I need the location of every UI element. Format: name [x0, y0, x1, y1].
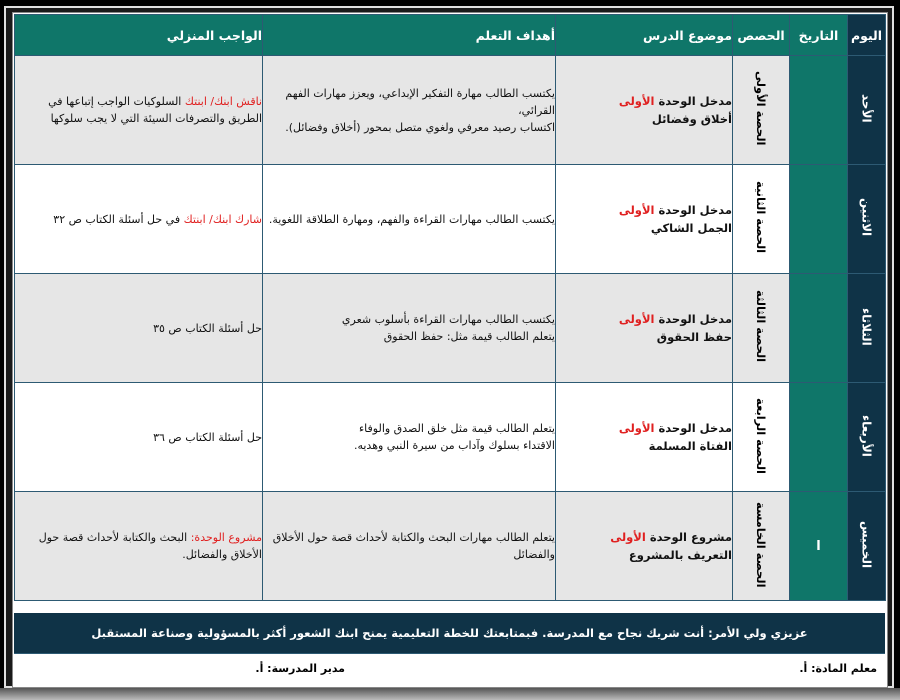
table-row [15, 492, 886, 601]
teacher-signature-label: معلم المادة: أ. [799, 662, 877, 675]
period-cell: الحصة الثانية [733, 165, 790, 274]
goals-cell: يتعلم الطالب قيمة مثل خلق الصدق والوفاء الاقتداء بسلوك وآداب من سيرة النبي وهديه. [263, 383, 556, 492]
topic-cell: مدخل الوحدة الأولى الجمل الشاكي [556, 165, 733, 274]
principal-signature-label: مدير المدرسة: أ. [255, 662, 345, 675]
topic-cell: مدخل الوحدة الأولى الفتاة المسلمة [556, 383, 733, 492]
period-cell: الحصة الثالثة [733, 274, 790, 383]
header-period: الحصص [733, 15, 790, 56]
day-cell: الثلاثاء [848, 274, 886, 383]
goals-cell: يكتسب الطالب مهارة التفكير الإبداعي، ويعزز مهارات الفهم القرائي، اكتساب رصيد معرفي ولغوي متصل بمحور (أخلاق وفضائل). [263, 56, 556, 165]
table-row [15, 274, 886, 383]
header-homework: الواجب المنزلي [15, 15, 263, 56]
header-topic: موضوع الدرس [556, 15, 733, 56]
topic-cell: مشروع الوحدة الأولى التعريف بالمشروع [556, 492, 733, 601]
day-cell: الاثنين [848, 165, 886, 274]
header-day: اليوم [848, 15, 886, 56]
day-cell: الخميس [848, 492, 886, 601]
goals-cell: يكتسب الطالب مهارات القراءة بأسلوب شعري يتعلم الطالب قيمة مثل: حفظ الحقوق [263, 274, 556, 383]
topic-cell: مدخل الوحدة الأولى أخلاق وفضائل [556, 56, 733, 165]
page-shadow [0, 688, 900, 700]
table-row [15, 56, 886, 165]
goals-cell: يكتسب الطالب مهارات القراءة والفهم، ومهارة الطلاقة اللغوية. [263, 165, 556, 274]
homework-cell: شارك ابنك/ ابنتك في حل أسئلة الكتاب ص ٣٢ [15, 165, 263, 274]
homework-cell: حل أسئلة الكتاب ص ٣٥ [15, 274, 263, 383]
table-row [15, 383, 886, 492]
homework-cell: حل أسئلة الكتاب ص ٣٦ [15, 383, 263, 492]
date-cell [790, 56, 848, 165]
topic-cell: مدخل الوحدة الأولى حفظ الحقوق [556, 274, 733, 383]
day-cell: الأربعاء [848, 383, 886, 492]
weekly-plan-table [14, 14, 886, 601]
header-goals: أهداف التعلم [263, 15, 556, 56]
header-date: التاريخ [790, 15, 848, 56]
table-row [15, 165, 886, 274]
signature-row [14, 653, 885, 684]
period-cell: الحصة الرابعة [733, 383, 790, 492]
period-cell: الحصة الخامسة [733, 492, 790, 601]
period-cell: الحصة الأولى [733, 56, 790, 165]
goals-cell: يتعلم الطالب مهارات البحث والكتابة لأحداث قصة حول الأخلاق والفضائل [263, 492, 556, 601]
date-cell [790, 274, 848, 383]
parent-message-banner: عزيزي ولي الأمر: أنت شريك نجاح مع المدرسة. فبمتابعتك للخطة التعليمية يمنح ابنك الشعور أكثر بالمسؤولية وصناعة المستقبل [14, 613, 885, 653]
homework-cell: ناقش ابنك/ ابنتك السلوكيات الواجب إتباعها في الطريق والتصرفات السيئة التي لا يجب سلوكها [15, 56, 263, 165]
date-cell [790, 383, 848, 492]
day-cell: الأحد [848, 56, 886, 165]
homework-cell: مشروع الوحدة: البحث والكتابة لأحداث قصة حول الأخلاق والفضائل. [15, 492, 263, 601]
date-cell [790, 165, 848, 274]
date-cell: ا [790, 492, 848, 601]
